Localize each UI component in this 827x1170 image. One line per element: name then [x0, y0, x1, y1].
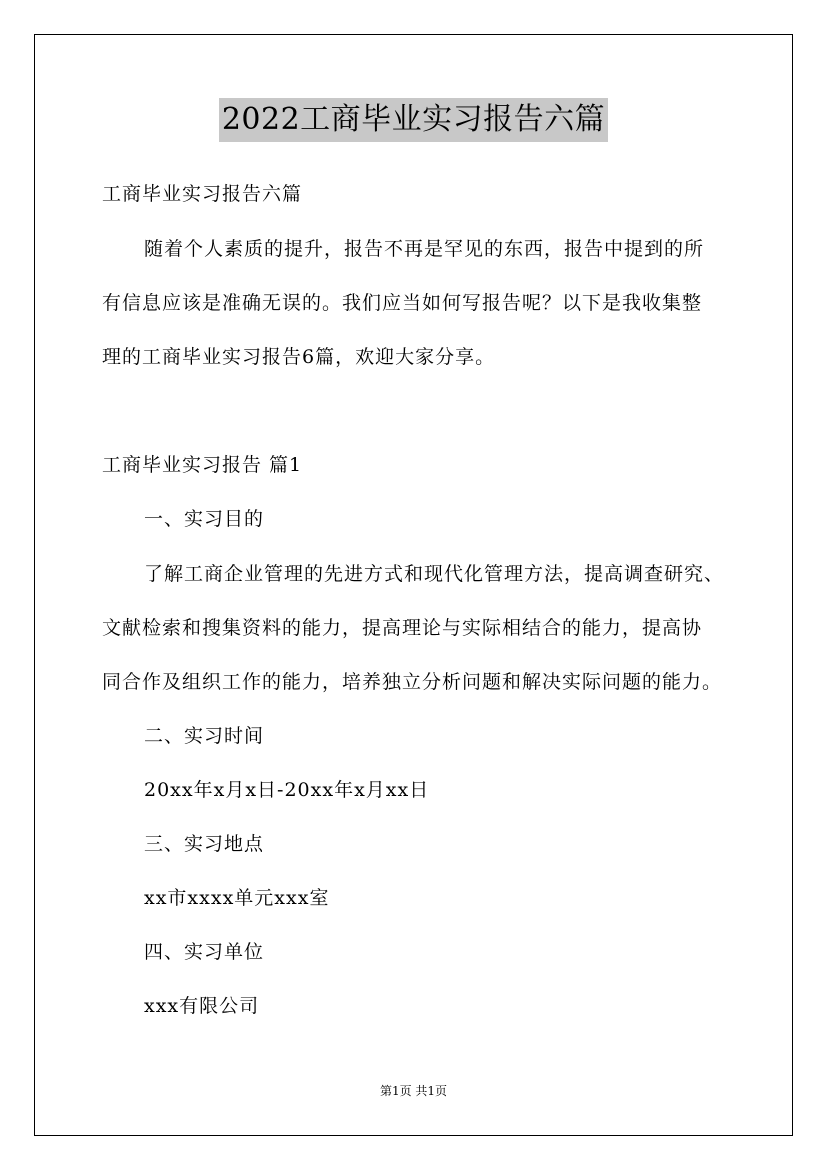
purpose-line-2: 文献检索和搜集资料的能力，提高理论与实际相结合的能力，提高协 — [102, 617, 703, 639]
time-text: 20xx年x月x日-20xx年x月xx日 — [144, 779, 430, 801]
page-footer: 第1页 共1页 — [379, 1084, 448, 1098]
place-text: xx市xxxx单元xxx室 — [144, 887, 330, 909]
time-heading: 二、实习时间 — [144, 725, 265, 747]
intro-line-2: 有信息应该是准确无误的。我们应当如何写报告呢？以下是我收集整 — [102, 292, 703, 314]
section-heading: 工商毕业实习报告 篇1 — [102, 454, 303, 476]
place-heading: 三、实习地点 — [144, 833, 265, 855]
intro-line-1: 随着个人素质的提升，报告不再是罕见的东西，报告中提到的所 — [144, 238, 705, 260]
document-subtitle: 工商毕业实习报告六篇 — [102, 183, 303, 205]
document-title: 2022工商毕业实习报告六篇 — [219, 98, 608, 142]
title-container — [0, 98, 827, 142]
unit-text: xxx有限公司 — [144, 995, 260, 1017]
intro-line-3: 理的工商毕业实习报告6篇，欢迎大家分享。 — [102, 346, 496, 368]
purpose-line-3: 同合作及组织工作的能力，培养独立分析问题和解决实际问题的能力。 — [102, 671, 723, 693]
purpose-line-1: 了解工商企业管理的先进方式和现代化管理方法，提高调查研究、 — [144, 563, 725, 585]
unit-heading: 四、实习单位 — [144, 941, 265, 963]
purpose-heading: 一、实习目的 — [144, 508, 265, 530]
